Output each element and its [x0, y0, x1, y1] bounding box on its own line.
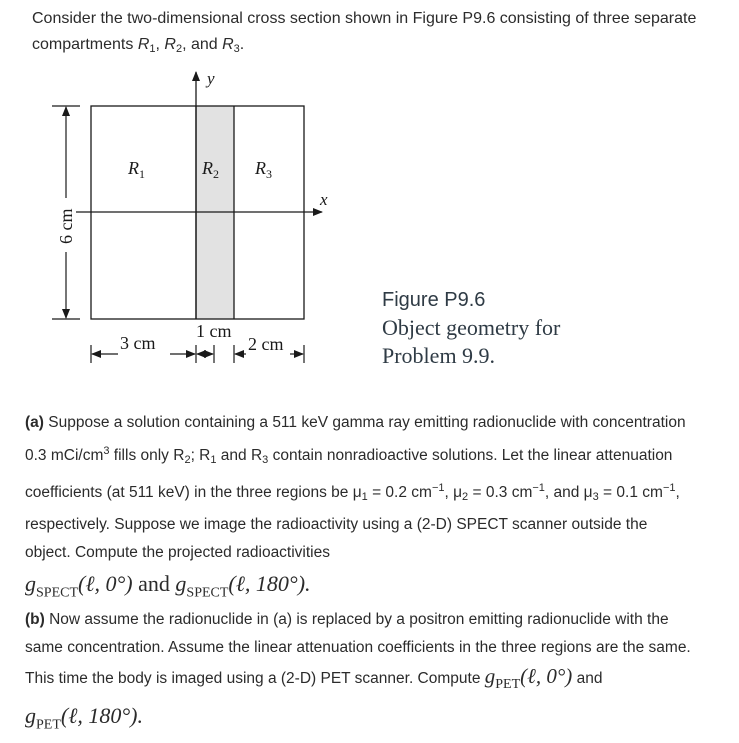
- svg-text:R3: $R_3$: [255, 158, 272, 181]
- part-a-line-3: coefficients (at 511 keV) in the three regions be $\mu_1 = 0.2$ $cm^{-1}$, $\mu_2 = 0.3$ $cm^{-1}$, and $\mu_3 = 0.1$ $cm^{-1}$,: [25, 482, 680, 503]
- caption-title: Figure P9.6: [382, 289, 486, 311]
- part-a-line-5: object. Compute the projected radioactivities: [25, 544, 330, 561]
- part-b: [25, 606, 730, 743]
- figure-caption: [382, 286, 560, 370]
- y-axis-label: y: [207, 69, 215, 88]
- part-b-eq-2: $g_{PET}(\ell$, 180°).: [25, 703, 144, 733]
- part-a: [25, 409, 730, 610]
- caption-line-3: Problem 9.9.: [382, 343, 496, 368]
- part-a-line-1: (a) Suppose a solution containing a 511 keV gamma ray emitting radionuclide with concentration: [25, 414, 686, 431]
- part-a-equation: $g_{SPECT}(\ell$, 0°) and $g_{SPECT}(\ell$, 180°).: [25, 571, 311, 601]
- svg-text:R1: $R_1$: [128, 158, 145, 181]
- region-label-r1: [127, 158, 145, 181]
- svg-text:R2: $R_2$: [202, 158, 219, 181]
- x-axis-label: x: [320, 190, 328, 209]
- dim-1cm-label: 1 cm: [196, 321, 232, 341]
- caption-line-2: Object geometry for: [382, 315, 561, 340]
- part-b-line-1: (b) Now assume the radionuclide in (a) is replaced by a positron emitting radionuclide with the: [25, 611, 669, 628]
- part-b-line-3: This time the body is imaged using a (2-D) PET scanner. Compute $g_{PET}(\ell$, 0°) and: [25, 664, 603, 693]
- dim-2cm-label: 2 cm: [248, 334, 284, 354]
- dim-3cm-label: 3 cm: [120, 333, 156, 353]
- region-label-r3: [254, 158, 272, 181]
- part-b-eq-1: $g_{PET}(\ell$, 0°): [484, 664, 573, 693]
- part-a-line-2: 0.3 mCi/$cm^3$ fills only $R_2$; $R_1$ and $R_3$ contain nonradioactive solutions. Let the linear attenuation: [25, 445, 673, 466]
- part-a-line-4: respectively. Suppose we image the radioactivity using a (2-D) SPECT scanner outside the: [25, 516, 648, 533]
- height-dim-label: 6 cm: [56, 208, 76, 244]
- intro-line-2: compartments $R_1$, $R_2$, and $R_3$.: [32, 36, 245, 55]
- part-b-line-2: same concentration. Assume the linear attenuation coefficients in the three regions are the same.: [25, 639, 691, 656]
- intro-line-1: Consider the two-dimensional cross section shown in Figure P9.6 consisting of three separate: [32, 10, 697, 27]
